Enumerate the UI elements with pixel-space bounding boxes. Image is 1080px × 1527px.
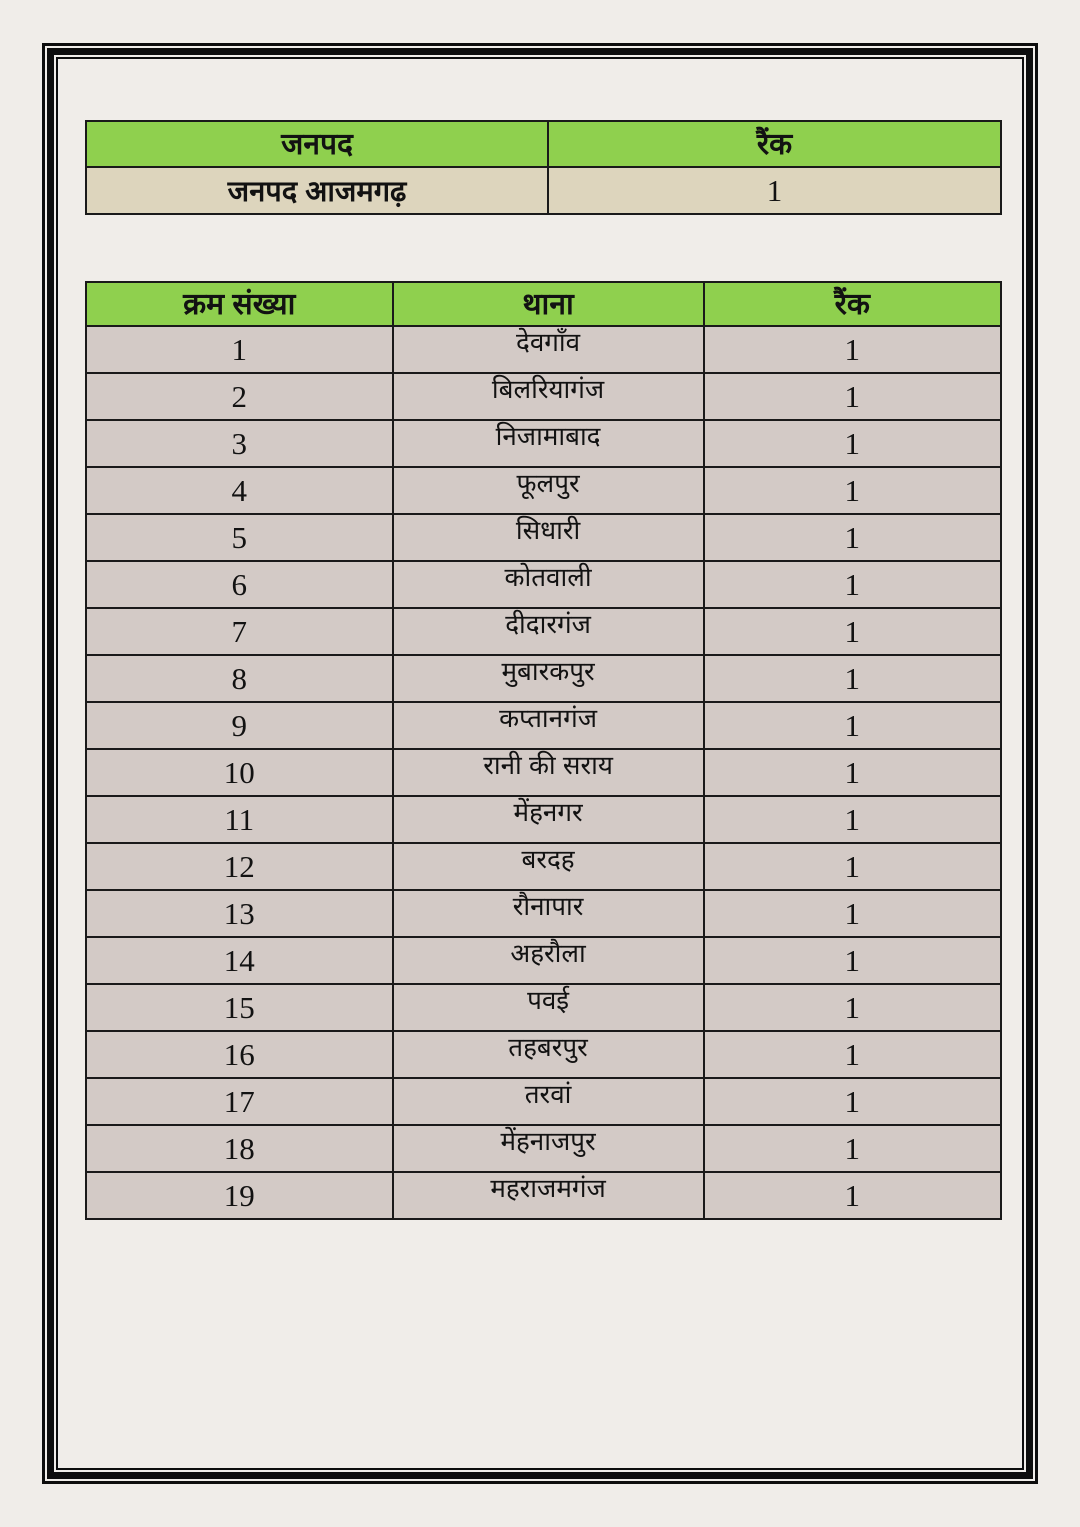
table-row [86, 937, 1001, 984]
district-rank-table [85, 120, 1002, 215]
station-table-header-row [86, 282, 1001, 326]
station-rank-table [85, 281, 1002, 1220]
district-row [86, 167, 1001, 214]
table-row [86, 984, 1001, 1031]
serial-number-cell: 7 [86, 608, 393, 655]
district-rank-cell: 1 [548, 167, 1001, 214]
serial-number-cell: 19 [86, 1172, 393, 1219]
table-row [86, 1078, 1001, 1125]
station-name-cell: पवई [393, 984, 704, 1031]
station-name-cell: तरवां [393, 1078, 704, 1125]
rank-cell: 1 [704, 326, 1001, 373]
station-header-serial: क्रम संख्या [86, 282, 393, 326]
rank-cell: 1 [704, 420, 1001, 467]
serial-number-cell: 2 [86, 373, 393, 420]
station-header-rank: रैंक [704, 282, 1001, 326]
rank-cell: 1 [704, 514, 1001, 561]
rank-cell: 1 [704, 1031, 1001, 1078]
station-name-cell: महराजमगंज [393, 1172, 704, 1219]
serial-number-cell: 4 [86, 467, 393, 514]
station-name-cell: निजामाबाद [393, 420, 704, 467]
serial-number-cell: 15 [86, 984, 393, 1031]
station-name-cell: कप्तानगंज [393, 702, 704, 749]
district-table-header-row [86, 121, 1001, 167]
station-name-cell: रानी की सराय [393, 749, 704, 796]
serial-number-cell: 1 [86, 326, 393, 373]
station-name-cell: अहरौला [393, 937, 704, 984]
rank-cell: 1 [704, 1078, 1001, 1125]
rank-cell: 1 [704, 373, 1001, 420]
rank-cell: 1 [704, 655, 1001, 702]
table-row [86, 1031, 1001, 1078]
station-name-cell: कोतवाली [393, 561, 704, 608]
table-row [86, 467, 1001, 514]
serial-number-cell: 12 [86, 843, 393, 890]
table-row [86, 749, 1001, 796]
station-name-cell: बरदह [393, 843, 704, 890]
rank-cell: 1 [704, 561, 1001, 608]
station-name-cell: मेंहनगर [393, 796, 704, 843]
district-name-cell: जनपद आजमगढ़ [86, 167, 548, 214]
station-name-cell: फूलपुर [393, 467, 704, 514]
serial-number-cell: 13 [86, 890, 393, 937]
district-header-janpad: जनपद [86, 121, 548, 167]
station-name-cell: सिधारी [393, 514, 704, 561]
serial-number-cell: 18 [86, 1125, 393, 1172]
table-row [86, 1125, 1001, 1172]
rank-cell: 1 [704, 467, 1001, 514]
table-row [86, 608, 1001, 655]
station-name-cell: मेंहनाजपुर [393, 1125, 704, 1172]
serial-number-cell: 17 [86, 1078, 393, 1125]
station-header-thana: थाना [393, 282, 704, 326]
table-row [86, 843, 1001, 890]
serial-number-cell: 11 [86, 796, 393, 843]
serial-number-cell: 14 [86, 937, 393, 984]
rank-cell: 1 [704, 843, 1001, 890]
serial-number-cell: 16 [86, 1031, 393, 1078]
station-name-cell: बिलरियागंज [393, 373, 704, 420]
table-row [86, 796, 1001, 843]
rank-cell: 1 [704, 1125, 1001, 1172]
serial-number-cell: 5 [86, 514, 393, 561]
rank-cell: 1 [704, 1172, 1001, 1219]
rank-cell: 1 [704, 937, 1001, 984]
serial-number-cell: 9 [86, 702, 393, 749]
rank-cell: 1 [704, 749, 1001, 796]
serial-number-cell: 10 [86, 749, 393, 796]
serial-number-cell: 6 [86, 561, 393, 608]
table-row [86, 514, 1001, 561]
station-name-cell: दीदारगंज [393, 608, 704, 655]
rank-cell: 1 [704, 796, 1001, 843]
table-row [86, 1172, 1001, 1219]
station-name-cell: रौनापार [393, 890, 704, 937]
serial-number-cell: 3 [86, 420, 393, 467]
rank-cell: 1 [704, 702, 1001, 749]
table-row [86, 561, 1001, 608]
table-row [86, 326, 1001, 373]
rank-cell: 1 [704, 890, 1001, 937]
district-header-rank: रैंक [548, 121, 1001, 167]
table-row [86, 655, 1001, 702]
rank-cell: 1 [704, 608, 1001, 655]
rank-cell: 1 [704, 984, 1001, 1031]
table-row [86, 702, 1001, 749]
station-name-cell: मुबारकपुर [393, 655, 704, 702]
table-row [86, 420, 1001, 467]
table-row [86, 890, 1001, 937]
station-name-cell: देवगाँव [393, 326, 704, 373]
table-row [86, 373, 1001, 420]
station-name-cell: तहबरपुर [393, 1031, 704, 1078]
serial-number-cell: 8 [86, 655, 393, 702]
